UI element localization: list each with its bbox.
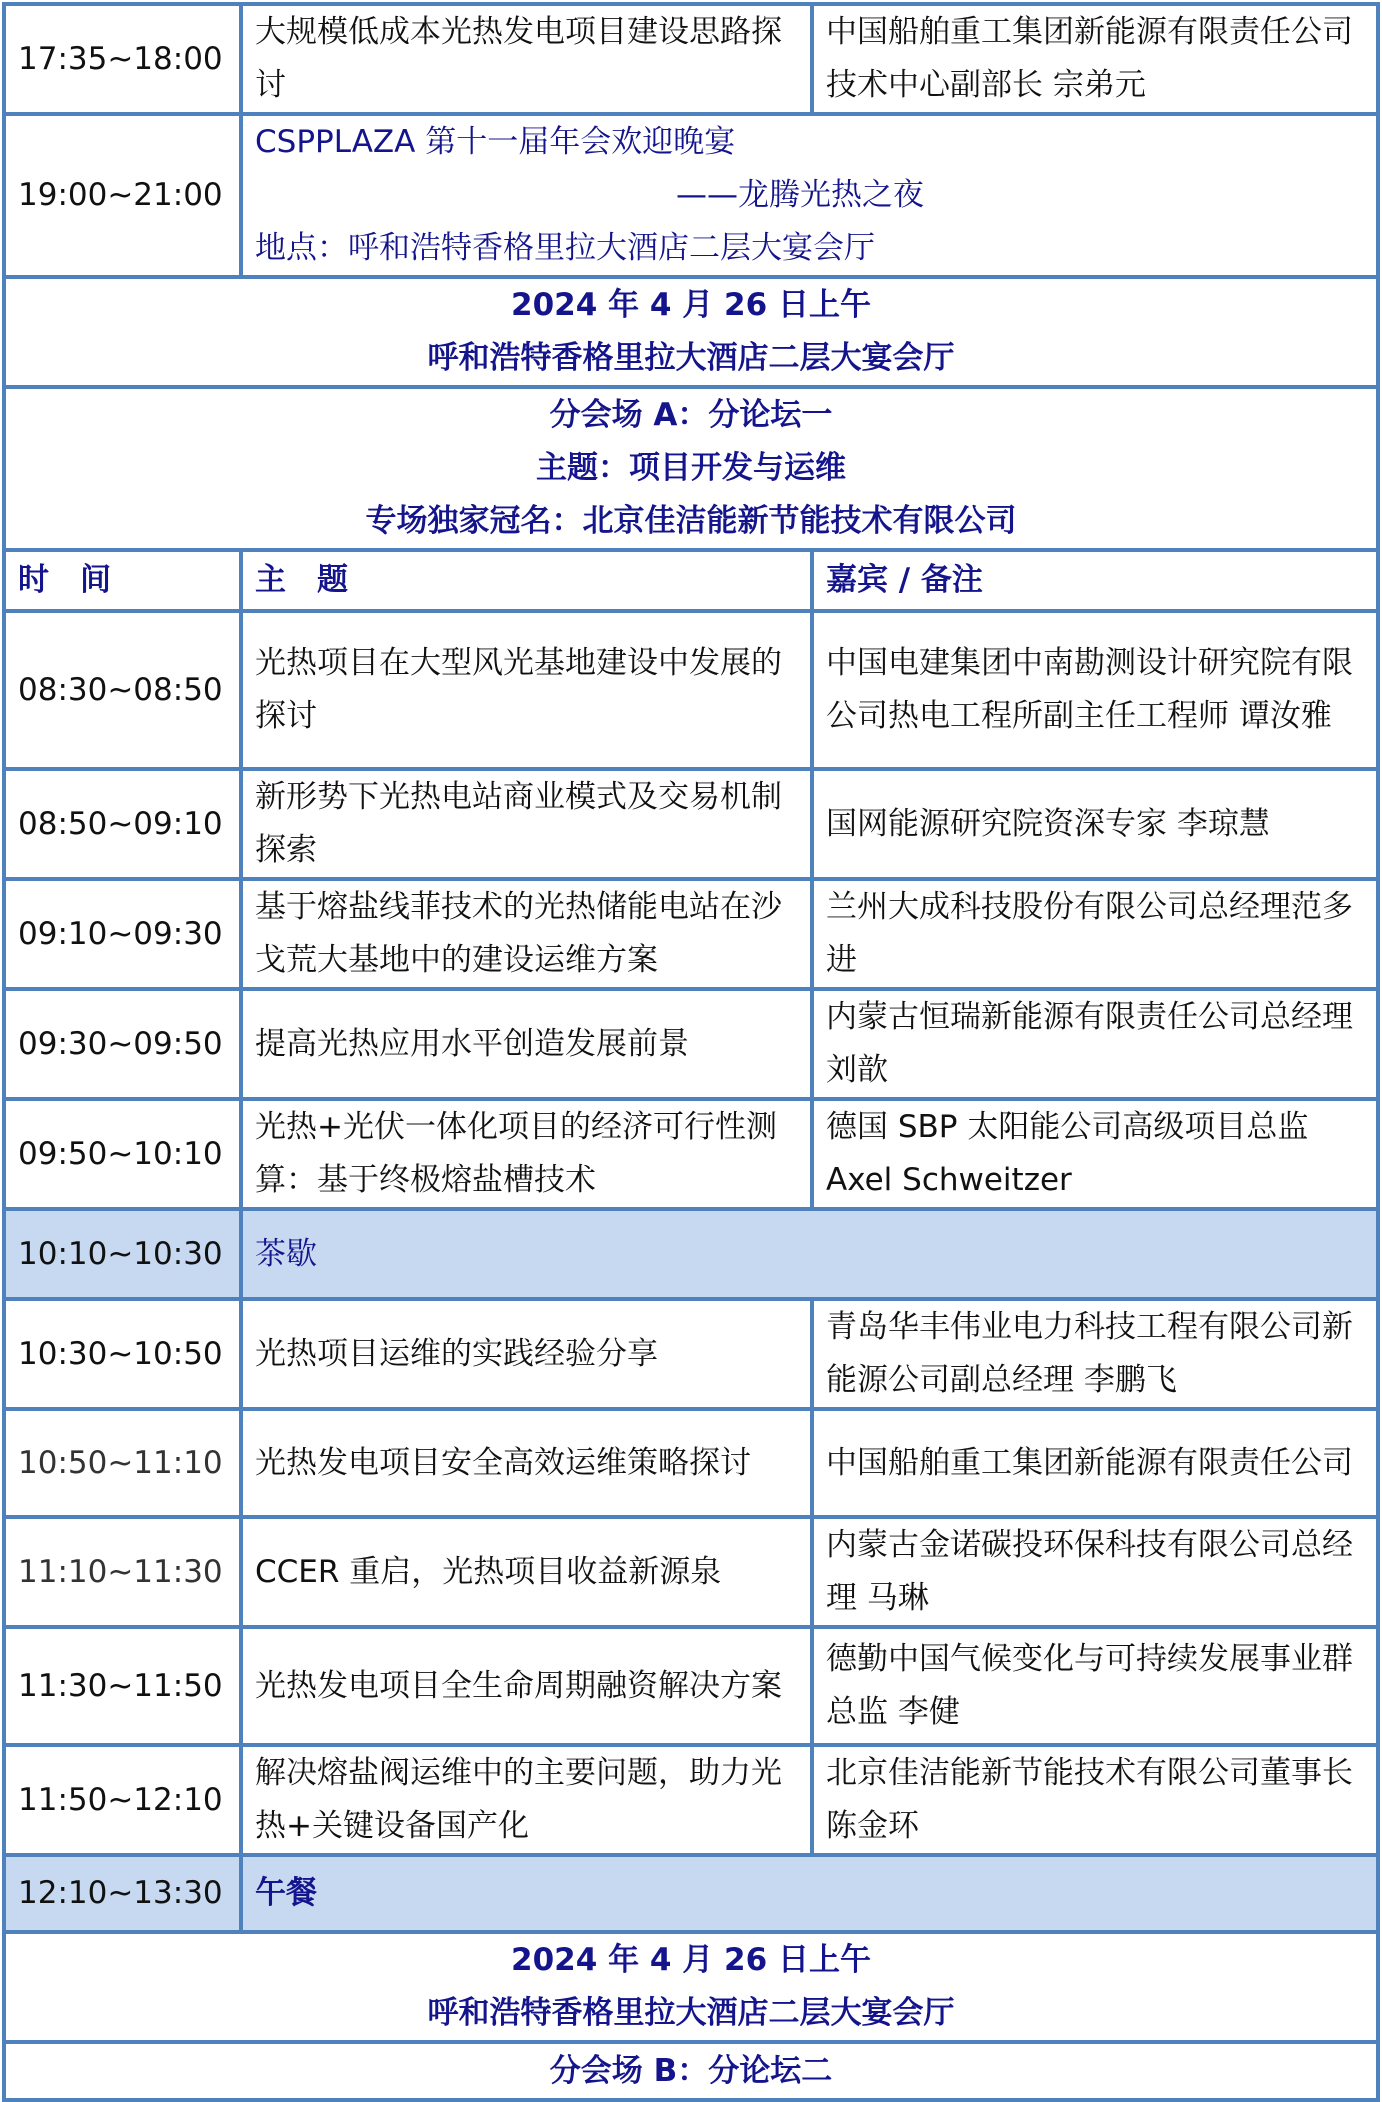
table-row	[4, 1627, 1378, 1745]
header-speaker: 嘉宾 / 备注	[812, 550, 1378, 611]
topic-cell: 光热发电项目安全高效运维策略探讨	[241, 1409, 812, 1517]
topic-cell: 大规模低成本光热发电项目建设思路探讨	[241, 4, 812, 114]
time-cell: 08:30~08:50	[4, 611, 241, 769]
topic-cell: 光热项目在大型风光基地建设中发展的探讨	[241, 611, 812, 769]
time-cell: 10:10~10:30	[4, 1209, 241, 1299]
speaker-cell: 德国 SBP 太阳能公司高级项目总监 Axel Schweitzer	[812, 1099, 1378, 1209]
time-cell: 12:10~13:30	[4, 1855, 241, 1932]
section-venue: 呼和浩特香格里拉大酒店二层大宴会厅	[427, 1995, 955, 2031]
header-row	[4, 550, 1378, 611]
topic-cell: 光热项目运维的实践经验分享	[241, 1299, 812, 1409]
topic-cell: 光热发电项目全生命周期融资解决方案	[241, 1627, 812, 1745]
section-a-date-row	[4, 277, 1378, 387]
forum-title: 分会场 B：分论坛二	[4, 2042, 1378, 2100]
topic-cell: 提高光热应用水平创造发展前景	[241, 989, 812, 1099]
speaker-cell: 内蒙古恒瑞新能源有限责任公司总经理 刘歆	[812, 989, 1378, 1099]
topic-cell: 解决熔盐阀运维中的主要问题，助力光热+关键设备国产化	[241, 1745, 812, 1855]
speaker-cell: 青岛华丰伟业电力科技工程有限公司新能源公司副总经理 李鹏飞	[812, 1299, 1378, 1409]
table-row	[4, 611, 1378, 769]
section-date: 2024 年 4 月 26 日上午	[511, 287, 871, 323]
speaker-cell: 中国船舶重工集团新能源有限责任公司技术中心副部长 宗弟元	[812, 4, 1378, 114]
time-cell: 10:50~11:10	[4, 1409, 241, 1517]
topic-cell: 光热+光伏一体化项目的经济可行性测算：基于终极熔盐槽技术	[241, 1099, 812, 1209]
topic-cell: 基于熔盐线菲技术的光热储能电站在沙戈荒大基地中的建设运维方案	[241, 879, 812, 989]
time-cell: 11:30~11:50	[4, 1627, 241, 1745]
forum-sponsor: 专场独家冠名：北京佳洁能新节能技术有限公司	[365, 503, 1017, 539]
section-date: 2024 年 4 月 26 日上午	[511, 1942, 871, 1978]
time-cell: 19:00~21:00	[4, 114, 241, 277]
topic-cell: CCER 重启，光热项目收益新源泉	[241, 1517, 812, 1627]
banquet-subtitle: ——龙腾光热之夜	[676, 177, 924, 213]
section-a-forum-row	[4, 387, 1378, 550]
header-topic: 主 题	[241, 550, 812, 611]
speaker-cell: 中国船舶重工集团新能源有限责任公司	[812, 1409, 1378, 1517]
lunch-row	[4, 1855, 1378, 1932]
banquet-row	[4, 114, 1378, 277]
table-row	[4, 1745, 1378, 1855]
time-cell: 08:50~09:10	[4, 769, 241, 879]
time-cell: 09:30~09:50	[4, 989, 241, 1099]
time-cell: 10:30~10:50	[4, 1299, 241, 1409]
table-row	[4, 989, 1378, 1099]
section-b-forum-row	[4, 2042, 1378, 2100]
speaker-cell: 北京佳洁能新节能技术有限公司董事长 陈金环	[812, 1745, 1378, 1855]
banquet-location: 地点：呼和浩特香格里拉大酒店二层大宴会厅	[255, 230, 875, 266]
section-b-date-row	[4, 1932, 1378, 2042]
table-row	[4, 769, 1378, 879]
speaker-cell: 内蒙古金诺碳投环保科技有限公司总经理 马琳	[812, 1517, 1378, 1627]
time-cell: 17:35~18:00	[4, 4, 241, 114]
table-row	[4, 1517, 1378, 1627]
forum-title: 分会场 A：分论坛一	[549, 397, 833, 433]
break-row	[4, 1209, 1378, 1299]
banquet-title: CSPPLAZA 第十一届年会欢迎晚宴	[255, 124, 736, 160]
agenda-table	[2, 2, 1380, 2102]
speaker-cell: 国网能源研究院资深专家 李琼慧	[812, 769, 1378, 879]
speaker-cell: 德勤中国气候变化与可持续发展事业群总监 李健	[812, 1627, 1378, 1745]
time-cell: 09:10~09:30	[4, 879, 241, 989]
time-cell: 09:50~10:10	[4, 1099, 241, 1209]
break-label: 茶歇	[241, 1209, 1378, 1299]
table-row	[4, 4, 1378, 114]
time-cell: 11:10~11:30	[4, 1517, 241, 1627]
speaker-cell: 中国电建集团中南勘测设计研究院有限公司热电工程所副主任工程师 谭汝雅	[812, 611, 1378, 769]
forum-theme: 主题：项目开发与运维	[536, 450, 846, 486]
table-row	[4, 1409, 1378, 1517]
header-time: 时 间	[4, 550, 241, 611]
lunch-label: 午餐	[241, 1855, 1378, 1932]
table-row	[4, 1099, 1378, 1209]
topic-cell: 新形势下光热电站商业模式及交易机制探索	[241, 769, 812, 879]
speaker-cell: 兰州大成科技股份有限公司总经理范多进	[812, 879, 1378, 989]
section-venue: 呼和浩特香格里拉大酒店二层大宴会厅	[427, 340, 955, 376]
table-row	[4, 1299, 1378, 1409]
table-row	[4, 879, 1378, 989]
time-cell: 11:50~12:10	[4, 1745, 241, 1855]
